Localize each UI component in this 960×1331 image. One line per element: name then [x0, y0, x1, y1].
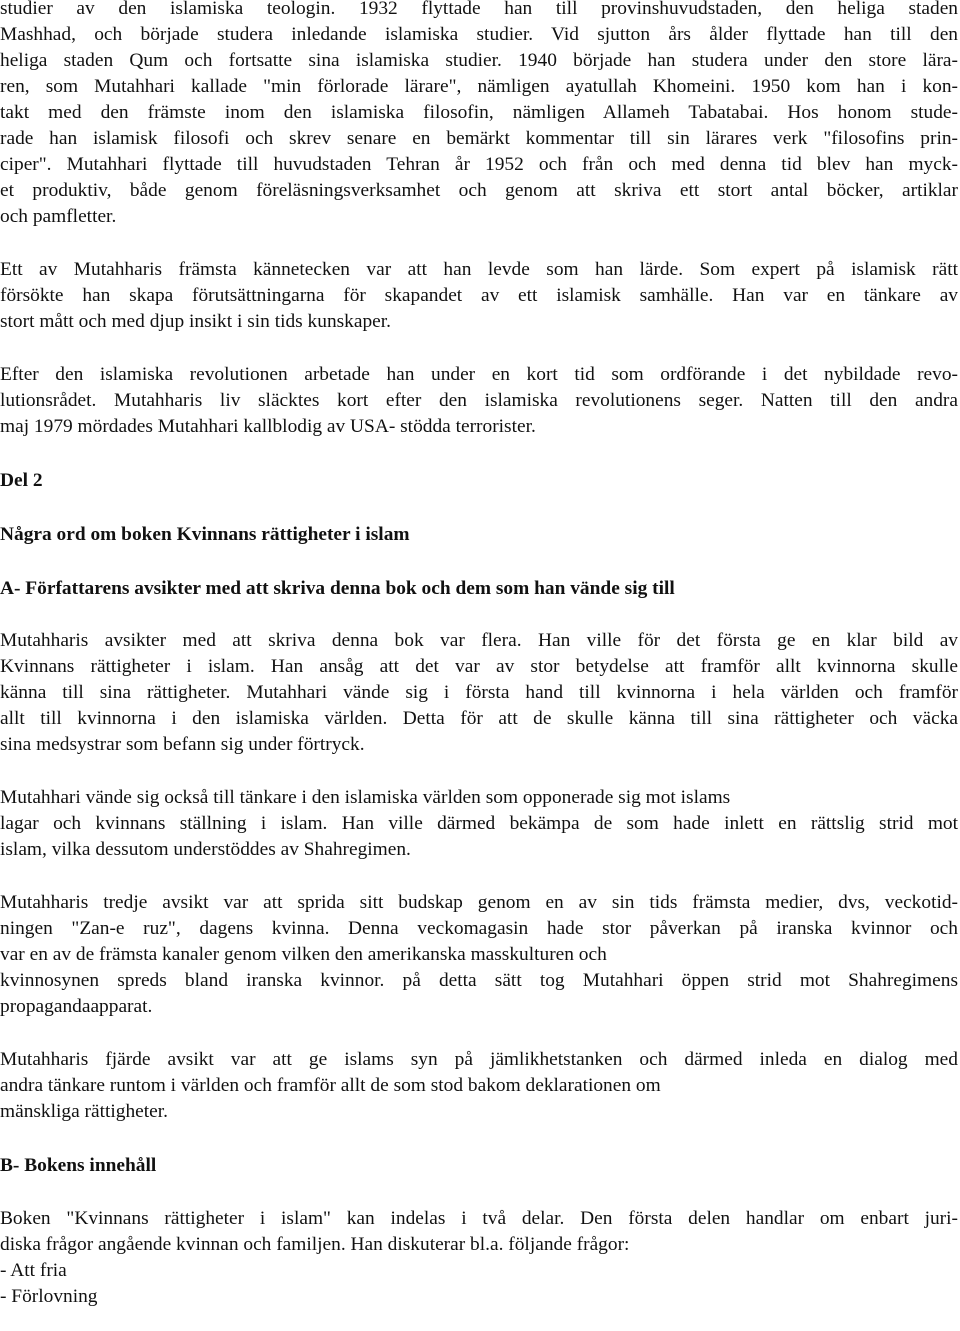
paragraph-4-line-2: Kvinnans rättigheter i islam. Han ansåg att det var av stor betydelse att framför allt kvinnorna skulle: [0, 656, 958, 677]
heading-part: Del 2: [0, 470, 43, 491]
paragraph-1-line-3: heliga staden Qum och fortsatte sina islamiska studier. 1940 började han studera under den store lära-: [0, 50, 958, 71]
paragraph-1-line-5: takt med den främste inom den islamiska filosofin, nämligen Allameh Tabatabai. Hos honom stude-: [0, 102, 958, 123]
heading-section-b: B- Bokens innehåll: [0, 1155, 157, 1176]
paragraph-3-line-1: Efter den islamiska revolutionen arbetade han under en kort tid som ordförande i det nybildade revo-: [0, 364, 958, 385]
paragraph-6-line-1: Mutahharis tredje avsikt var att sprida sitt budskap genom en av sin tids främsta medier, dvs, veckotid-: [0, 892, 958, 913]
paragraph-6-line-3: var en av de främsta kanaler genom vilken den amerikanska masskulturen och: [0, 944, 607, 965]
paragraph-3-line-3: maj 1979 mördades Mutahhari kallblodig av USA- stödda terrorister.: [0, 416, 536, 437]
paragraph-6-line-5: propagandaapparat.: [0, 996, 153, 1017]
paragraph-2-line-1: Ett av Mutahharis främsta kännetecken var att han levde som han lärde. Som expert på islamisk rätt: [0, 259, 958, 280]
paragraph-7-line-3: mänskliga rättigheter.: [0, 1101, 169, 1122]
paragraph-7-line-1: Mutahharis fjärde avsikt var att ge islams syn på jämlikhetstanken och därmed inleda en dialog med: [0, 1049, 958, 1070]
paragraph-6-line-4: kvinnosynen spreds bland iranska kvinnor. på detta sätt tog Mutahhari öppen strid mot Shahregimens: [0, 970, 958, 991]
paragraph-4-line-1: Mutahharis avsikter med att skriva denna bok var flera. Han ville för det första ge en klar bild av: [0, 630, 958, 651]
paragraph-8-line-1: Boken "Kvinnans rättigheter i islam" kan indelas i två delar. Den första delen handlar om enbart juri-: [0, 1208, 958, 1229]
heading-book: Några ord om boken Kvinnans rättigheter i islam: [0, 524, 410, 545]
paragraph-7-line-2: andra tänkare runtom i världen och framför allt de som stod bakom deklarationen om: [0, 1075, 661, 1096]
paragraph-4-line-3: känna till sina rättigheter. Mutahhari vände sig i första hand till kvinnorna i hela världen och framför: [0, 682, 958, 703]
paragraph-1-line-1: studier av den islamiska teologin. 1932 flyttade han till provinshuvudstaden, den heliga staden: [0, 0, 958, 19]
paragraph-1-line-7: ciper". Mutahhari flyttade till huvudstaden Tehran år 1952 och från och med denna tid blev han myck-: [0, 154, 958, 175]
paragraph-3-line-2: lutionsrådet. Mutahharis liv släcktes kort efter den islamiska revolutionens seger. Natten till den andra: [0, 390, 958, 411]
paragraph-6-line-2: ningen "Zan-e ruz", dagens kvinna. Denna veckomagasin hade stor påverkan på iranska kvinnor och: [0, 918, 958, 939]
paragraph-1-line-4: ren, som Mutahhari kallade "min förlorade lärare", nämligen ayatullah Khomeini. 1950 kom han i kon-: [0, 76, 958, 97]
paragraph-1-line-6: rade han islamisk filosofi och skrev senare en bemärkt kommentar till sin lärares verk "filosofins prin-: [0, 128, 958, 149]
paragraph-5-line-3: islam, vilka dessutom understöddes av Shahregimen.: [0, 839, 411, 860]
heading-section-a: A- Författarens avsikter med att skriva denna bok och dem som han vände sig till: [0, 578, 675, 599]
paragraph-2-line-2: försökte han skapa förutsättningarna för skapandet av ett islamisk samhälle. Han var en tänkare av: [0, 285, 958, 306]
paragraph-5-line-1: Mutahhari vände sig också till tänkare i den islamiska världen som opponerade sig mot islams: [0, 787, 731, 808]
list-item: - Förlovning: [0, 1286, 98, 1307]
paragraph-5-line-2: lagar och kvinnans ställning i islam. Han ville därmed bekämpa de som hade inlett en rättslig strid mot: [0, 813, 958, 834]
paragraph-1-line-9: och pamfletter.: [0, 206, 117, 227]
paragraph-4-line-4: allt till kvinnorna i den islamiska världen. Detta för att de skulle känna till sina rättigheter och väcka: [0, 708, 958, 729]
paragraph-1-line-8: et produktiv, både genom föreläsningsverksamhet och genom att skriva ett stort antal böcker, artiklar: [0, 180, 958, 201]
paragraph-4-line-5: sina medsystrar som befann sig under förtryck.: [0, 734, 365, 755]
paragraph-2-line-3: stort mått och med djup insikt i sin tids kunskaper.: [0, 311, 392, 332]
list-item: - Att fria: [0, 1260, 67, 1281]
paragraph-8-line-2: diska frågor angående kvinnan och familjen. Han diskuterar bl.a. följande frågor:: [0, 1234, 630, 1255]
paragraph-1-line-2: Mashhad, och började studera inledande islamiska studier. Vid sjutton års ålder flyttade han till den: [0, 24, 958, 45]
